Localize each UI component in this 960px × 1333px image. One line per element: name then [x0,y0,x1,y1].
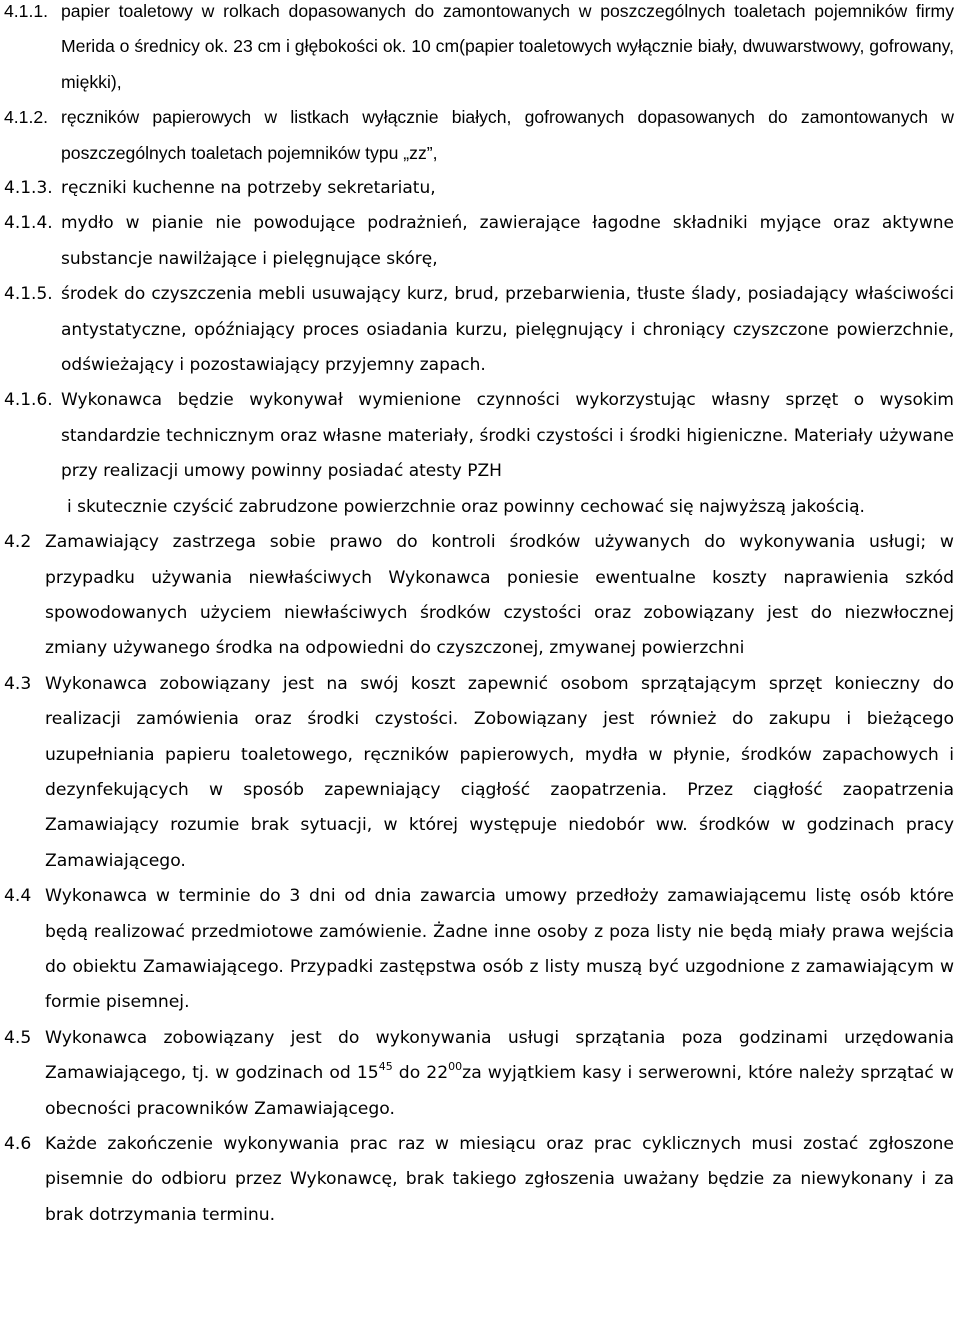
section-number: 4.5 [4,1027,32,1048]
item-number: 4.1.4. [4,213,53,234]
item-text: ręczniki kuchenne na potrzeby sekretariatu, [61,178,436,199]
item-number: 4.1.6. [4,390,53,411]
item-text-part-b: i skutecznie czyścić zabrudzone powierzchnie oraz powinny cechować się najwyższą jakością. [67,496,865,517]
list-item-4-1-1 [4,0,954,100]
section-4-6 [4,1127,954,1233]
item-number: 4.1.3. [4,178,53,199]
section-text: Wykonawca zobowiązany jest na swój koszt zapewnić osobom sprzątającym sprzęt konieczny do realizacji zamówienia oraz środki czystości. Zobowiązany jest również do zakupu i bieżącego uzupełniania papieru toaletowego, ręczników papierowych, mydła w płynie, środków zapachowych i dezynfekujących w sposób zapewniający ciągłość zaopatrzenia. Przez ciągłość zaopatrzenia Zamawiający rozumie brak sytuacji, w której występuje niedobór ww. środków w godzinach pracy Zamawiającego. [45,673,954,871]
section-text-part-b: do 22 [392,1063,449,1084]
list-item-4-1-2 [4,100,954,171]
list-item-4-1-6 [4,383,954,525]
section-4-3 [4,667,954,879]
time-start-minutes: 45 [378,1060,393,1074]
section-4-4 [4,879,954,1021]
section-text: Zamawiający zastrzega sobie prawo do kontroli środków używanych do wykonywania usługi; w przypadku używania niewłaściwych Wykonawca poniesie ewentualne koszty naprawienia szkód spowodowanych użyciem niewłaściwych środków czystości oraz zobowiązany jest do niezwłocznej zmiany używanego środka na odpowiedni do czyszczonej, zmywanej powierzchni [45,532,954,659]
list-item-4-1-5 [4,277,954,383]
item-text: środek do czyszczenia mebli usuwający kurz, brud, przebarwienia, tłuste ślady, posiadający właściwości antystatyczne, opóźniający proces osiadania kurzu, pielęgnujący i chroniący czyszczone powierzchnie, odświeżający i pozostawiający przyjemny zapach. [61,284,954,376]
section-number: 4.3 [4,673,32,694]
section-number: 4.2 [4,532,32,553]
section-text-part-a: Wykonawca zobowiązany jest do wykonywania usługi sprzątania poza godzinami urzędowania Zamawiającego, tj. w godzinach od 15 [45,1027,954,1084]
section-text-part-c: za wyjątkiem kasy i serwerowni, które należy sprzątać w obecności pracowników Zamawiającego. [45,1063,954,1119]
item-number: 4.1.2. [4,107,49,128]
item-text: papier toaletowy w rolkach dopasowanych do zamontowanych w poszczególnych toaletach pojemników firmy Merida o średnicy ok. 23 cm i głębokości ok. 10 cm(papier toaletowych wyłącznie biały, dwuwarstwowy, gofrowany, miękki), [61,1,954,92]
list-item-4-1-3 [4,171,954,206]
section-number: 4.6 [4,1134,32,1154]
item-text: mydło w pianie nie powodujące podrażnień, zawierające łagodne składniki myjące oraz aktywne substancje nawilżające i pielęgnujące skórę, [61,213,954,269]
section-text [45,1021,954,1127]
item-number: 4.1.1. [4,1,49,21]
section-number: 4.4 [4,886,32,907]
list-item-4-1-4 [4,206,954,277]
section-text: Każde zakończenie wykonywania prac raz w miesiącu oraz prac cyklicznych musi zostać zgłoszone pisemnie do odbioru przez Wykonawcę, brak takiego zgłoszenia uważany będzie za niewykonany i za brak dotrzymania terminu. [45,1134,954,1225]
section-4-5 [4,1021,954,1127]
item-text-part-a: Wykonawca będzie wykonywał wymienione czynności wykorzystując własny sprzęt o wysokim standardzie technicznym oraz własne materiały, środki czystości i środki higieniczne. Materiały używane przy realizacji umowy powinny posiadać atesty PZH [61,390,954,482]
time-end-minutes: 00 [448,1060,463,1074]
item-number: 4.1.5. [4,284,53,305]
section-text: Wykonawca w terminie do 3 dni od dnia zawarcia umowy przedłoży zamawiającemu listę osób które będą realizować przedmiotowe zamówienie. Żadne inne osoby z poza listy nie będą miały prawa wejścia do obiektu Zamawiającego. Przypadki zastępstwa osób z listy muszą być uzgodnione z zamawiającym w formie pisemnej. [45,886,954,1013]
item-text: ręczników papierowych w listkach wyłącznie białych, gofrowanych dopasowanych do zamontowanych w poszczególnych toaletach pojemników typu „zz”, [61,107,954,163]
section-4-2 [4,525,954,667]
